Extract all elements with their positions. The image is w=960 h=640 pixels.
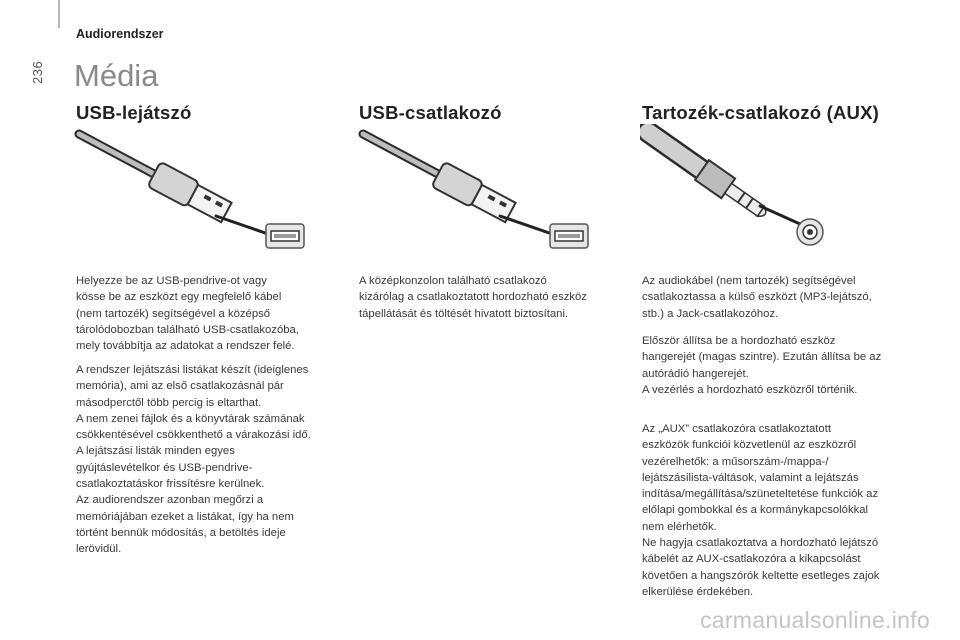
usb-plug-icon [74,124,324,254]
usb-player-paragraph-1: Helyezze be az USB-pendrive-ot vagy kösse be az eszközt egy megfelelő kábel (nem tartozék) segítségével a középső tárolódobozban található USB-csatlakozóba, mely továbbítja az adatokat a rendszer felé. [76,275,299,353]
aux-paragraph-3: Az „AUX” csatlakozóra csatlakoztatott eszközök funkciói közvetlenül az eszközről vezérelhetők: a műsorszám-/mappa-/ lejátszásilista-váltások, valamint a lejátszás indítása/megállítása/szüneteltetése funkciók az előlapi gombokkal és a kormánykapcsolókkal nem elérhetők. Ne hagyja csatlakoztatva a hordozható lejátszó kábelét az AUX-csatlakozóra a kikapcsolást követően a hangszórók keltette esetleges zajok elkerülése érdekében. [642,423,880,598]
usb-port-icon [550,224,588,248]
heading-aux: Tartozék-csatlakozó (AUX) [642,102,879,123]
usb-socket-paragraph-1: A középkonzolon található csatlakozó kizárólag a csatlakoztatott hordozható eszköz tápellátását és töltését hivatott biztosítani. [359,275,587,320]
usb-plug-icon [358,124,608,254]
column-usb-player [76,102,346,124]
heading-usb-player: USB-lejátszó [76,102,192,123]
usb-player-paragraph-2: A rendszer lejátszási listákat készít (ideiglenes memória), ami az első csatlakozásnál pár másodperctől több percig is eltarthat. A nem zenei fájlok és a könyvtárak számának csökkentésével csökkenthető a várakozási idő. A lejátszási listák minden egyes gyújtáslevételkor és USB-pendrive- csatlakoztatáskor frissítésre kerülnek. Az audiorendszer azonban megőrzi a memóriájában ezeket a listákat, így ha nem történt bennük módosítás, a betöltés ideje lerövidül. [76,364,311,556]
watermark: carmanualsonline.info [699,607,930,633]
column-aux [642,102,912,124]
page-title: Média [74,58,159,93]
jack-port-icon [797,219,823,245]
heading-usb-socket: USB-csatlakozó [359,102,502,123]
section-header: Audiorendszer [76,27,164,41]
margin-line [58,0,60,28]
jack-plug-icon [640,124,830,254]
usb-port-icon [266,224,304,248]
column-usb-socket [359,102,619,124]
aux-paragraph-2: Először állítsa be a hordozható eszköz hangerejét (magas szintre). Ezután állítsa be az autórádió hangerejét. A vezérlés a hordozható eszközről történik. [642,335,882,396]
aux-paragraph-1: Az audiokábel (nem tartozék) segítségével csatlakoztassa a külső eszközt (MP3-lejátszó, stb.) a Jack-csatlakozóhoz. [642,275,872,320]
page-number: 236 [30,60,45,84]
